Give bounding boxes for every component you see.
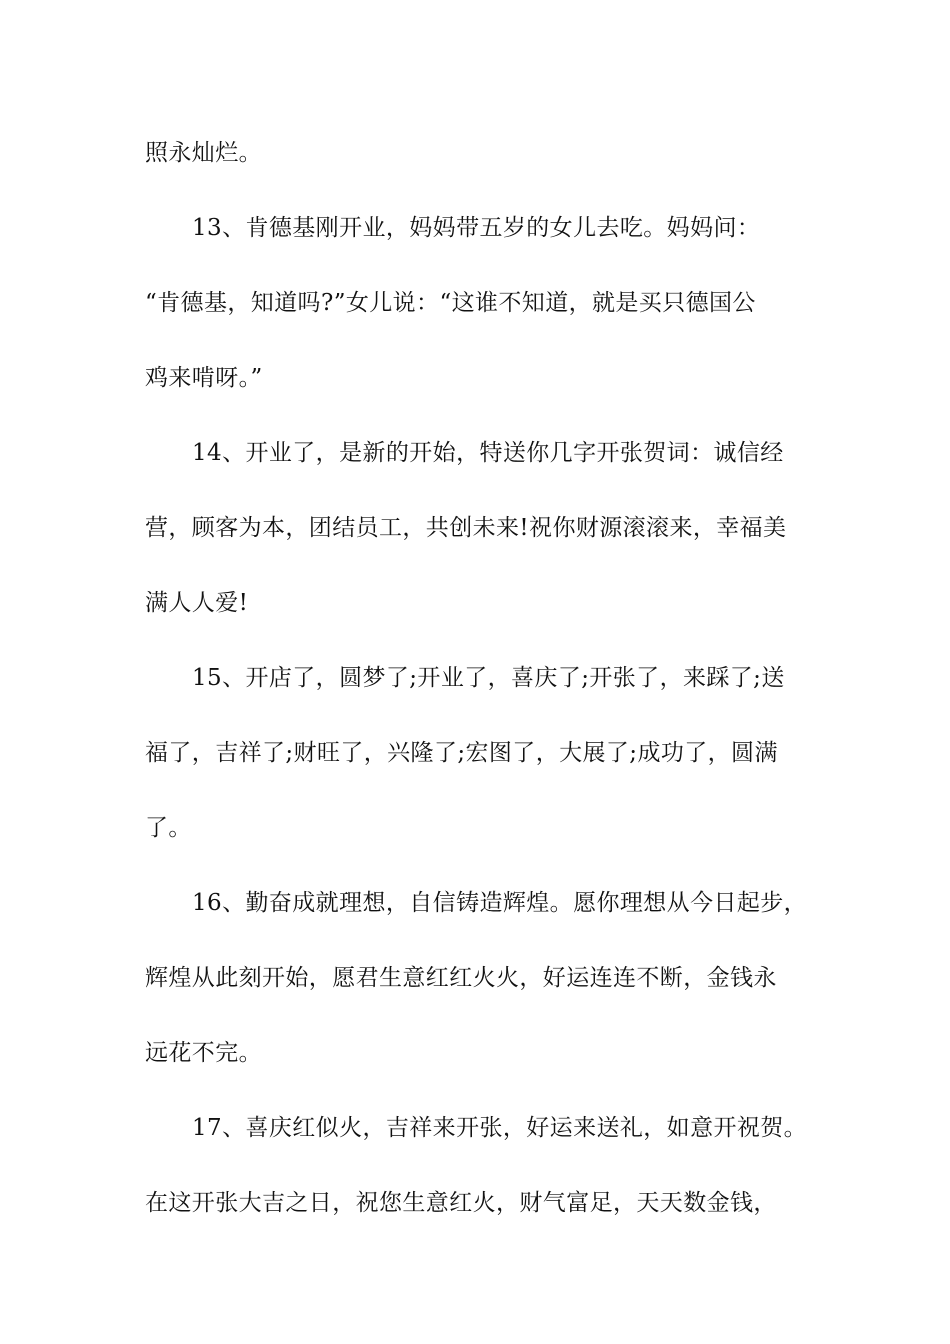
paragraph-14-line-3: 满人人爱!: [145, 590, 249, 616]
paragraph-16-line-1: 16、勤奋成就理想，自信铸造辉煌。愿你理想从今日起步，: [192, 890, 808, 916]
paragraph-13-line-1: 13、肯德基刚开业，妈妈带五岁的女儿去吃。妈妈问：: [192, 215, 761, 241]
paragraph-13-line-2: “肯德基，知道吗?”女儿说：“这谁不知道，就是买只德国公: [145, 290, 756, 316]
paragraph-16-line-3: 远花不完。: [145, 1040, 262, 1066]
paragraph-17-line-1: 17、喜庆红似火，吉祥来开张，好运来送礼，如意开祝贺。: [192, 1115, 808, 1141]
paragraph-16-line-2: 辉煌从此刻开始，愿君生意红红火火，好运连连不断，金钱永: [145, 965, 777, 991]
paragraph-15-line-3: 了。: [145, 815, 192, 841]
paragraph-14-line-1: 14、开业了，是新的开始，特送你几字开张贺词：诚信经: [192, 440, 784, 466]
text-line: 照永灿烂。: [145, 140, 262, 166]
paragraph-14-line-2: 营，顾客为本，团结员工，共创未来!祝你财源滚滚来，幸福美: [145, 515, 787, 541]
paragraph-15-line-1: 15、开店了，圆梦了;开业了，喜庆了;开张了，来踩了;送: [192, 665, 785, 691]
paragraph-17-line-2: 在这开张大吉之日，祝您生意红火，财气富足，天天数金钱，: [145, 1190, 777, 1216]
paragraph-13-line-3: 鸡来啃呀。”: [145, 365, 263, 391]
paragraph-15-line-2: 福了，吉祥了;财旺了，兴隆了;宏图了，大展了;成功了，圆满: [145, 740, 778, 766]
